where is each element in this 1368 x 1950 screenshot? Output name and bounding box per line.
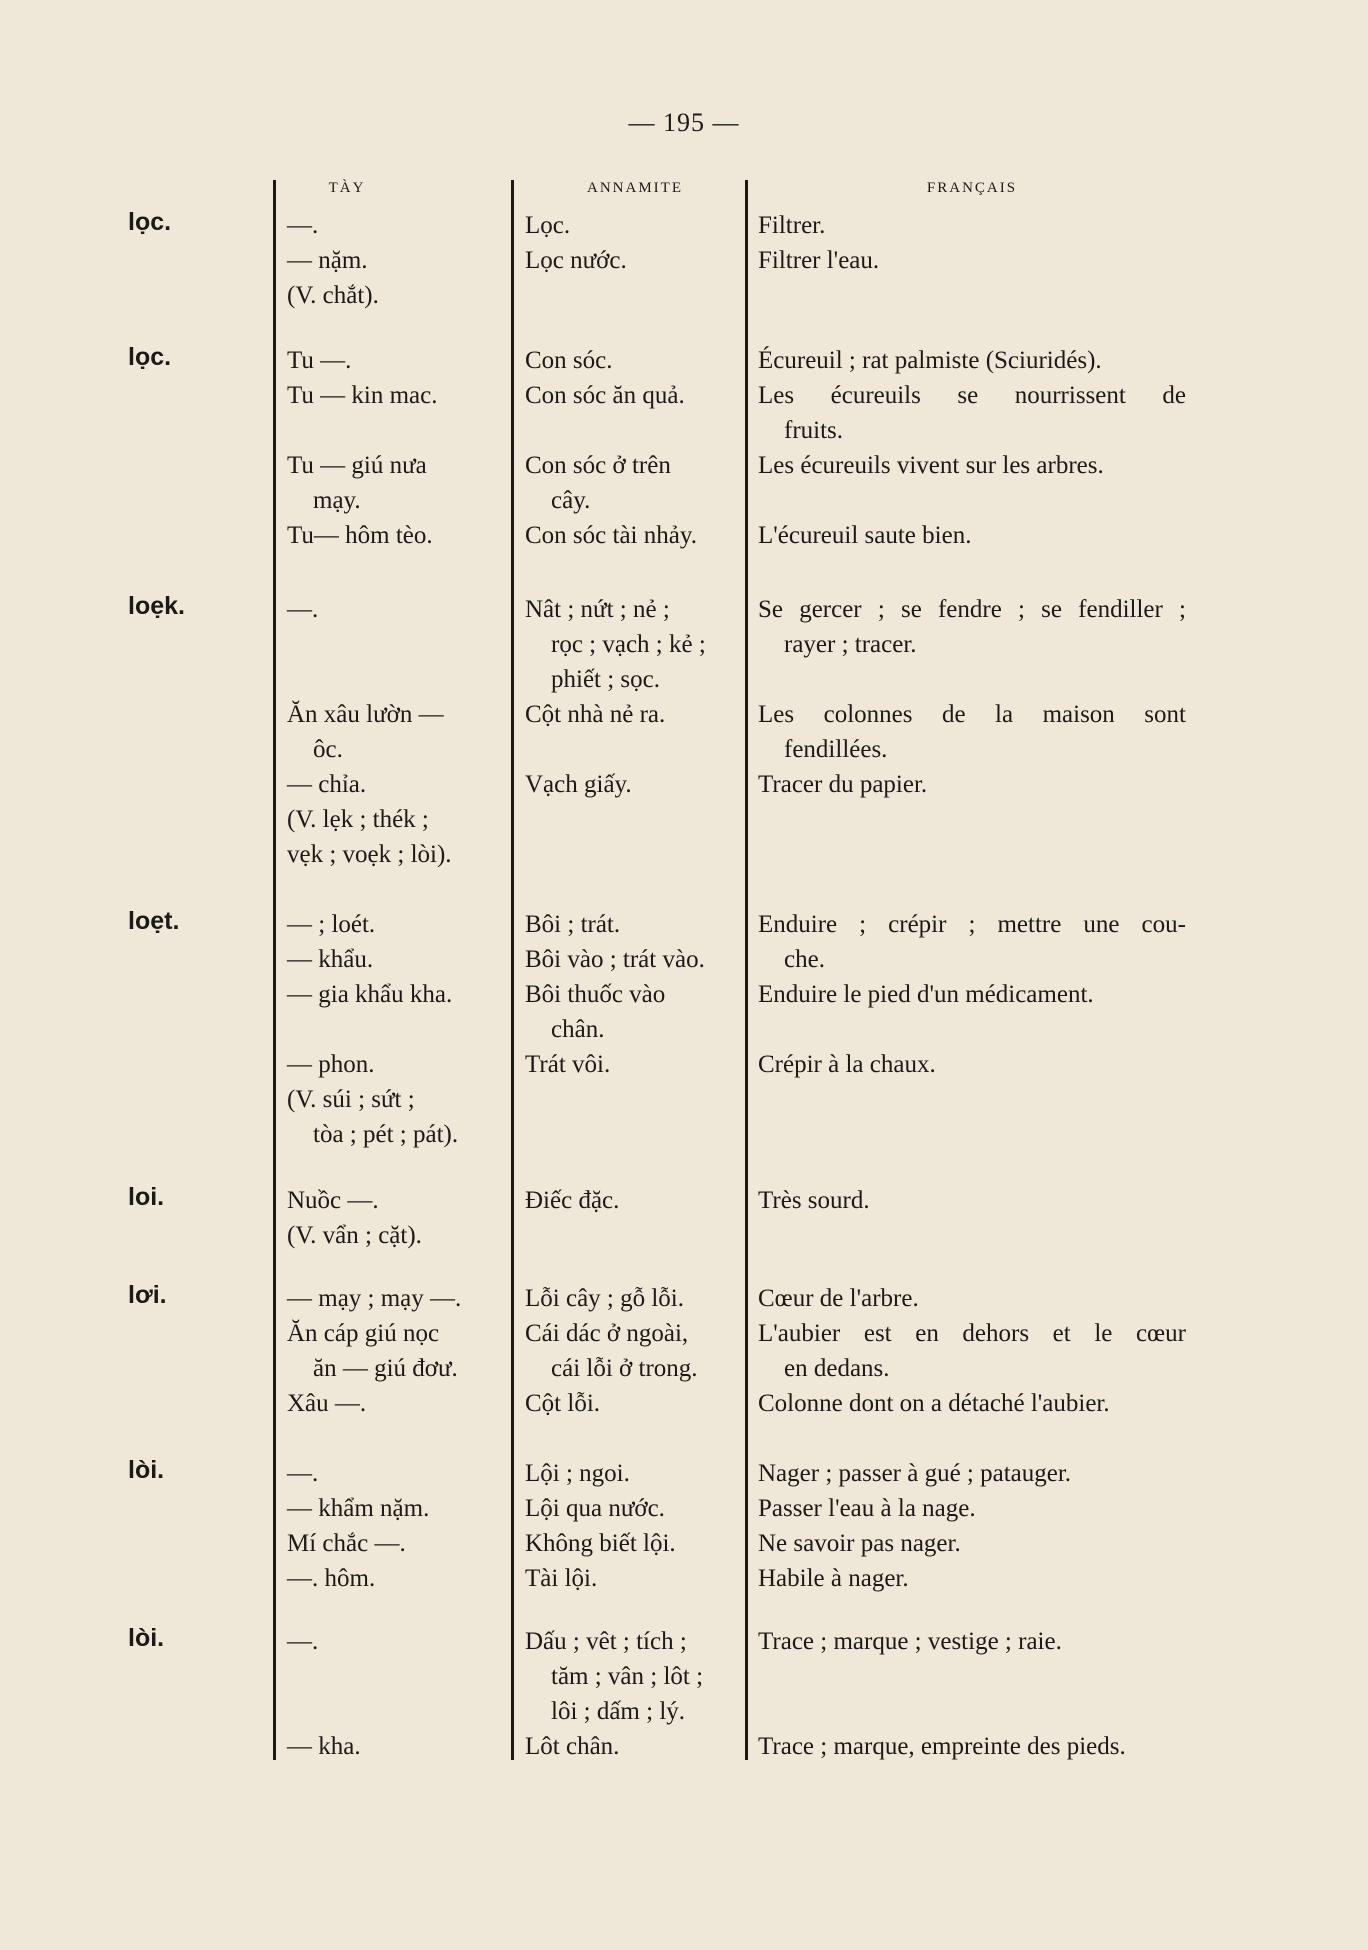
column-rule (273, 180, 276, 1760)
text-line: Lọc nước. (525, 247, 627, 274)
text-line: Tu —. (287, 347, 352, 374)
text-line: Filtrer l'eau. (758, 247, 880, 274)
text-line: Con sóc ở trên (525, 452, 671, 479)
text-line: cái lỗi ở trong. (551, 1355, 698, 1382)
text-line: Lôt chân. (525, 1733, 620, 1760)
text-line: Lội qua nước. (525, 1495, 665, 1522)
text-line: (V. lẹk ; thék ; (287, 806, 429, 833)
text-line: Con sóc tài nhảy. (525, 522, 697, 549)
headword: loẹk. (128, 592, 185, 620)
headword: loi. (128, 1183, 165, 1211)
text-line: Xâu —. (287, 1390, 367, 1417)
francais-cell (758, 1456, 1186, 1596)
text-line (525, 732, 745, 767)
text-line (287, 1659, 509, 1694)
text-line: — ; loét. (287, 911, 376, 938)
text-line: phiết ; sọc. (551, 666, 661, 693)
text-line: tòa ; pét ; pát). (313, 1121, 459, 1148)
text-line: (V. súi ; sứt ; (287, 1086, 415, 1113)
text-line: ăn — giú đơư. (313, 1355, 458, 1382)
text-line: Tu— hôm tèo. (287, 522, 433, 549)
tay-cell (287, 592, 509, 872)
text-line: Điếc đặc. (525, 1187, 620, 1214)
text-line: vẹk ; voẹk ; lòi). (287, 841, 452, 868)
text-line: fruits. (784, 417, 844, 444)
text-line: Crépir à la chaux. (758, 1051, 936, 1078)
text-line: Cột nhà nẻ ra. (525, 701, 666, 728)
page-number: — 195 — (628, 108, 740, 137)
column-rule (745, 180, 748, 1760)
text-line (287, 662, 509, 697)
text-line: Habile à nager. (758, 1565, 909, 1592)
text-line: — chỉa. (287, 771, 367, 798)
column-header-tay: TÀY (328, 180, 366, 196)
tay-cell (287, 1183, 509, 1253)
text-line: Tu — kin mac. (287, 382, 438, 409)
headword: loẹt. (128, 907, 180, 935)
text-line: Les colonnes de la maison sont (758, 701, 1186, 728)
text-line: — nặm. (287, 247, 368, 274)
text-line: Lội ; ngoi. (525, 1460, 630, 1487)
text-line: rọc ; vạch ; kẻ ; (551, 631, 706, 658)
tay-cell (287, 1456, 509, 1596)
text-line (525, 413, 745, 448)
francais-cell (758, 1281, 1186, 1421)
text-line: Ăn cáp giú nọc (287, 1320, 440, 1347)
text-line: L'aubier est en dehors et le cœur (758, 1320, 1186, 1347)
text-line: Tracer du papier. (758, 771, 928, 798)
text-line: Vạch giấy. (525, 771, 632, 798)
text-line (287, 627, 509, 662)
annamite-cell (525, 1624, 745, 1764)
tay-cell (287, 1624, 509, 1764)
text-line: rayer ; tracer. (784, 631, 917, 658)
text-line: (V. chắt). (287, 282, 379, 309)
text-line: mạy. (313, 487, 361, 514)
text-line: Passer l'eau à la nage. (758, 1495, 976, 1522)
text-line (758, 1659, 1186, 1694)
text-line: Mí chắc —. (287, 1530, 406, 1557)
text-line: Con sóc. (525, 347, 613, 374)
text-line: Dấu ; vêt ; tích ; (525, 1628, 687, 1655)
text-line: Les écureuils se nourrissent de (758, 382, 1186, 409)
text-line (287, 1012, 509, 1047)
text-line: Bôi ; trát. (525, 911, 621, 938)
text-line: Ne savoir pas nager. (758, 1530, 961, 1557)
annamite-cell (525, 1183, 745, 1218)
text-line: Cái dác ở ngoài, (525, 1320, 689, 1347)
headword: lòi. (128, 1624, 165, 1652)
francais-cell (758, 907, 1186, 1082)
text-line: ôc. (313, 736, 343, 763)
annamite-cell (525, 907, 745, 1082)
francais-cell (758, 1183, 1186, 1218)
annamite-cell (525, 592, 745, 802)
francais-cell (758, 592, 1186, 802)
text-line: Enduire le pied d'un médicament. (758, 981, 1094, 1008)
text-line: — gia khẩu kha. (287, 981, 453, 1008)
text-line: —. hôm. (287, 1565, 376, 1592)
text-line: Trát vôi. (525, 1051, 611, 1078)
text-line: (V. vẩn ; cặt). (287, 1222, 422, 1249)
text-line: Trace ; marque, empreinte des pieds. (758, 1733, 1126, 1760)
text-line: — mạy ; mạy —. (287, 1285, 462, 1312)
annamite-cell (525, 343, 745, 553)
text-line: Không biết lội. (525, 1530, 676, 1557)
text-line: Ăn xâu lườn — (287, 701, 444, 728)
text-line: Filtrer. (758, 212, 826, 239)
headword: lơi. (128, 1281, 167, 1309)
text-line: Nuồc —. (287, 1187, 379, 1214)
tay-cell (287, 208, 509, 313)
text-line: Cœur de l'arbre. (758, 1285, 919, 1312)
text-line: Enduire ; crépir ; mettre une cou- (758, 911, 1186, 938)
text-line: — khẩm nặm. (287, 1495, 430, 1522)
text-line (758, 1694, 1186, 1729)
text-line: Con sóc ăn quả. (525, 382, 685, 409)
text-line: L'écureuil saute bien. (758, 522, 972, 549)
text-line: Écureuil ; rat palmiste (Sciuridés). (758, 347, 1102, 374)
headword: lọc. (128, 208, 172, 236)
text-line: Cột lỗi. (525, 1390, 601, 1417)
text-line: Tài lội. (525, 1565, 598, 1592)
column-rule (511, 180, 514, 1760)
text-line (758, 662, 1186, 697)
text-line: —. (287, 596, 319, 623)
text-line: Bôi thuốc vào (525, 981, 666, 1008)
text-line: —. (287, 1628, 319, 1655)
text-line: — kha. (287, 1733, 361, 1760)
tay-cell (287, 1281, 509, 1421)
text-line: chân. (551, 1016, 605, 1043)
text-line: Lọc. (525, 212, 571, 239)
text-line: —. (287, 1460, 319, 1487)
column-header-francais: FRANÇAIS (926, 180, 1018, 196)
tay-cell (287, 907, 509, 1152)
text-line: tăm ; vân ; lôt ; (551, 1663, 704, 1690)
text-line: Bôi vào ; trát vào. (525, 946, 705, 973)
text-line (287, 1694, 509, 1729)
annamite-cell (525, 208, 745, 278)
tay-cell (287, 343, 509, 553)
text-line: che. (784, 946, 825, 973)
text-line: Lỗi cây ; gỗ lỗi. (525, 1285, 684, 1312)
annamite-cell (525, 1456, 745, 1596)
headword: lòi. (128, 1456, 165, 1484)
text-line: cây. (551, 487, 591, 514)
text-line (287, 413, 509, 448)
text-line: —. (287, 212, 319, 239)
text-line: Nager ; passer à gué ; patauger. (758, 1460, 1072, 1487)
francais-cell (758, 343, 1186, 553)
text-line: lôi ; dấm ; lý. (551, 1698, 686, 1725)
headword: lọc. (128, 343, 172, 371)
text-line (758, 1012, 1186, 1047)
text-line: en dedans. (784, 1355, 890, 1382)
text-line: Les écureuils vivent sur les arbres. (758, 452, 1104, 479)
text-line: fendillées. (784, 736, 888, 763)
text-line: Nât ; nứt ; nẻ ; (525, 596, 670, 623)
text-line: Colonne dont on a détaché l'aubier. (758, 1390, 1110, 1417)
francais-cell (758, 208, 1186, 278)
text-line: — khẩu. (287, 946, 374, 973)
text-line: — phon. (287, 1051, 375, 1078)
column-header-annamite: ANNAMITE (587, 180, 683, 196)
text-line: Trace ; marque ; vestige ; raie. (758, 1628, 1062, 1655)
annamite-cell (525, 1281, 745, 1421)
francais-cell (758, 1624, 1186, 1764)
text-line: Se gercer ; se fendre ; se fendiller ; (758, 596, 1186, 623)
text-line: Très sourd. (758, 1187, 870, 1214)
text-line (758, 483, 1186, 518)
text-line: Tu — giú nưa (287, 452, 427, 479)
